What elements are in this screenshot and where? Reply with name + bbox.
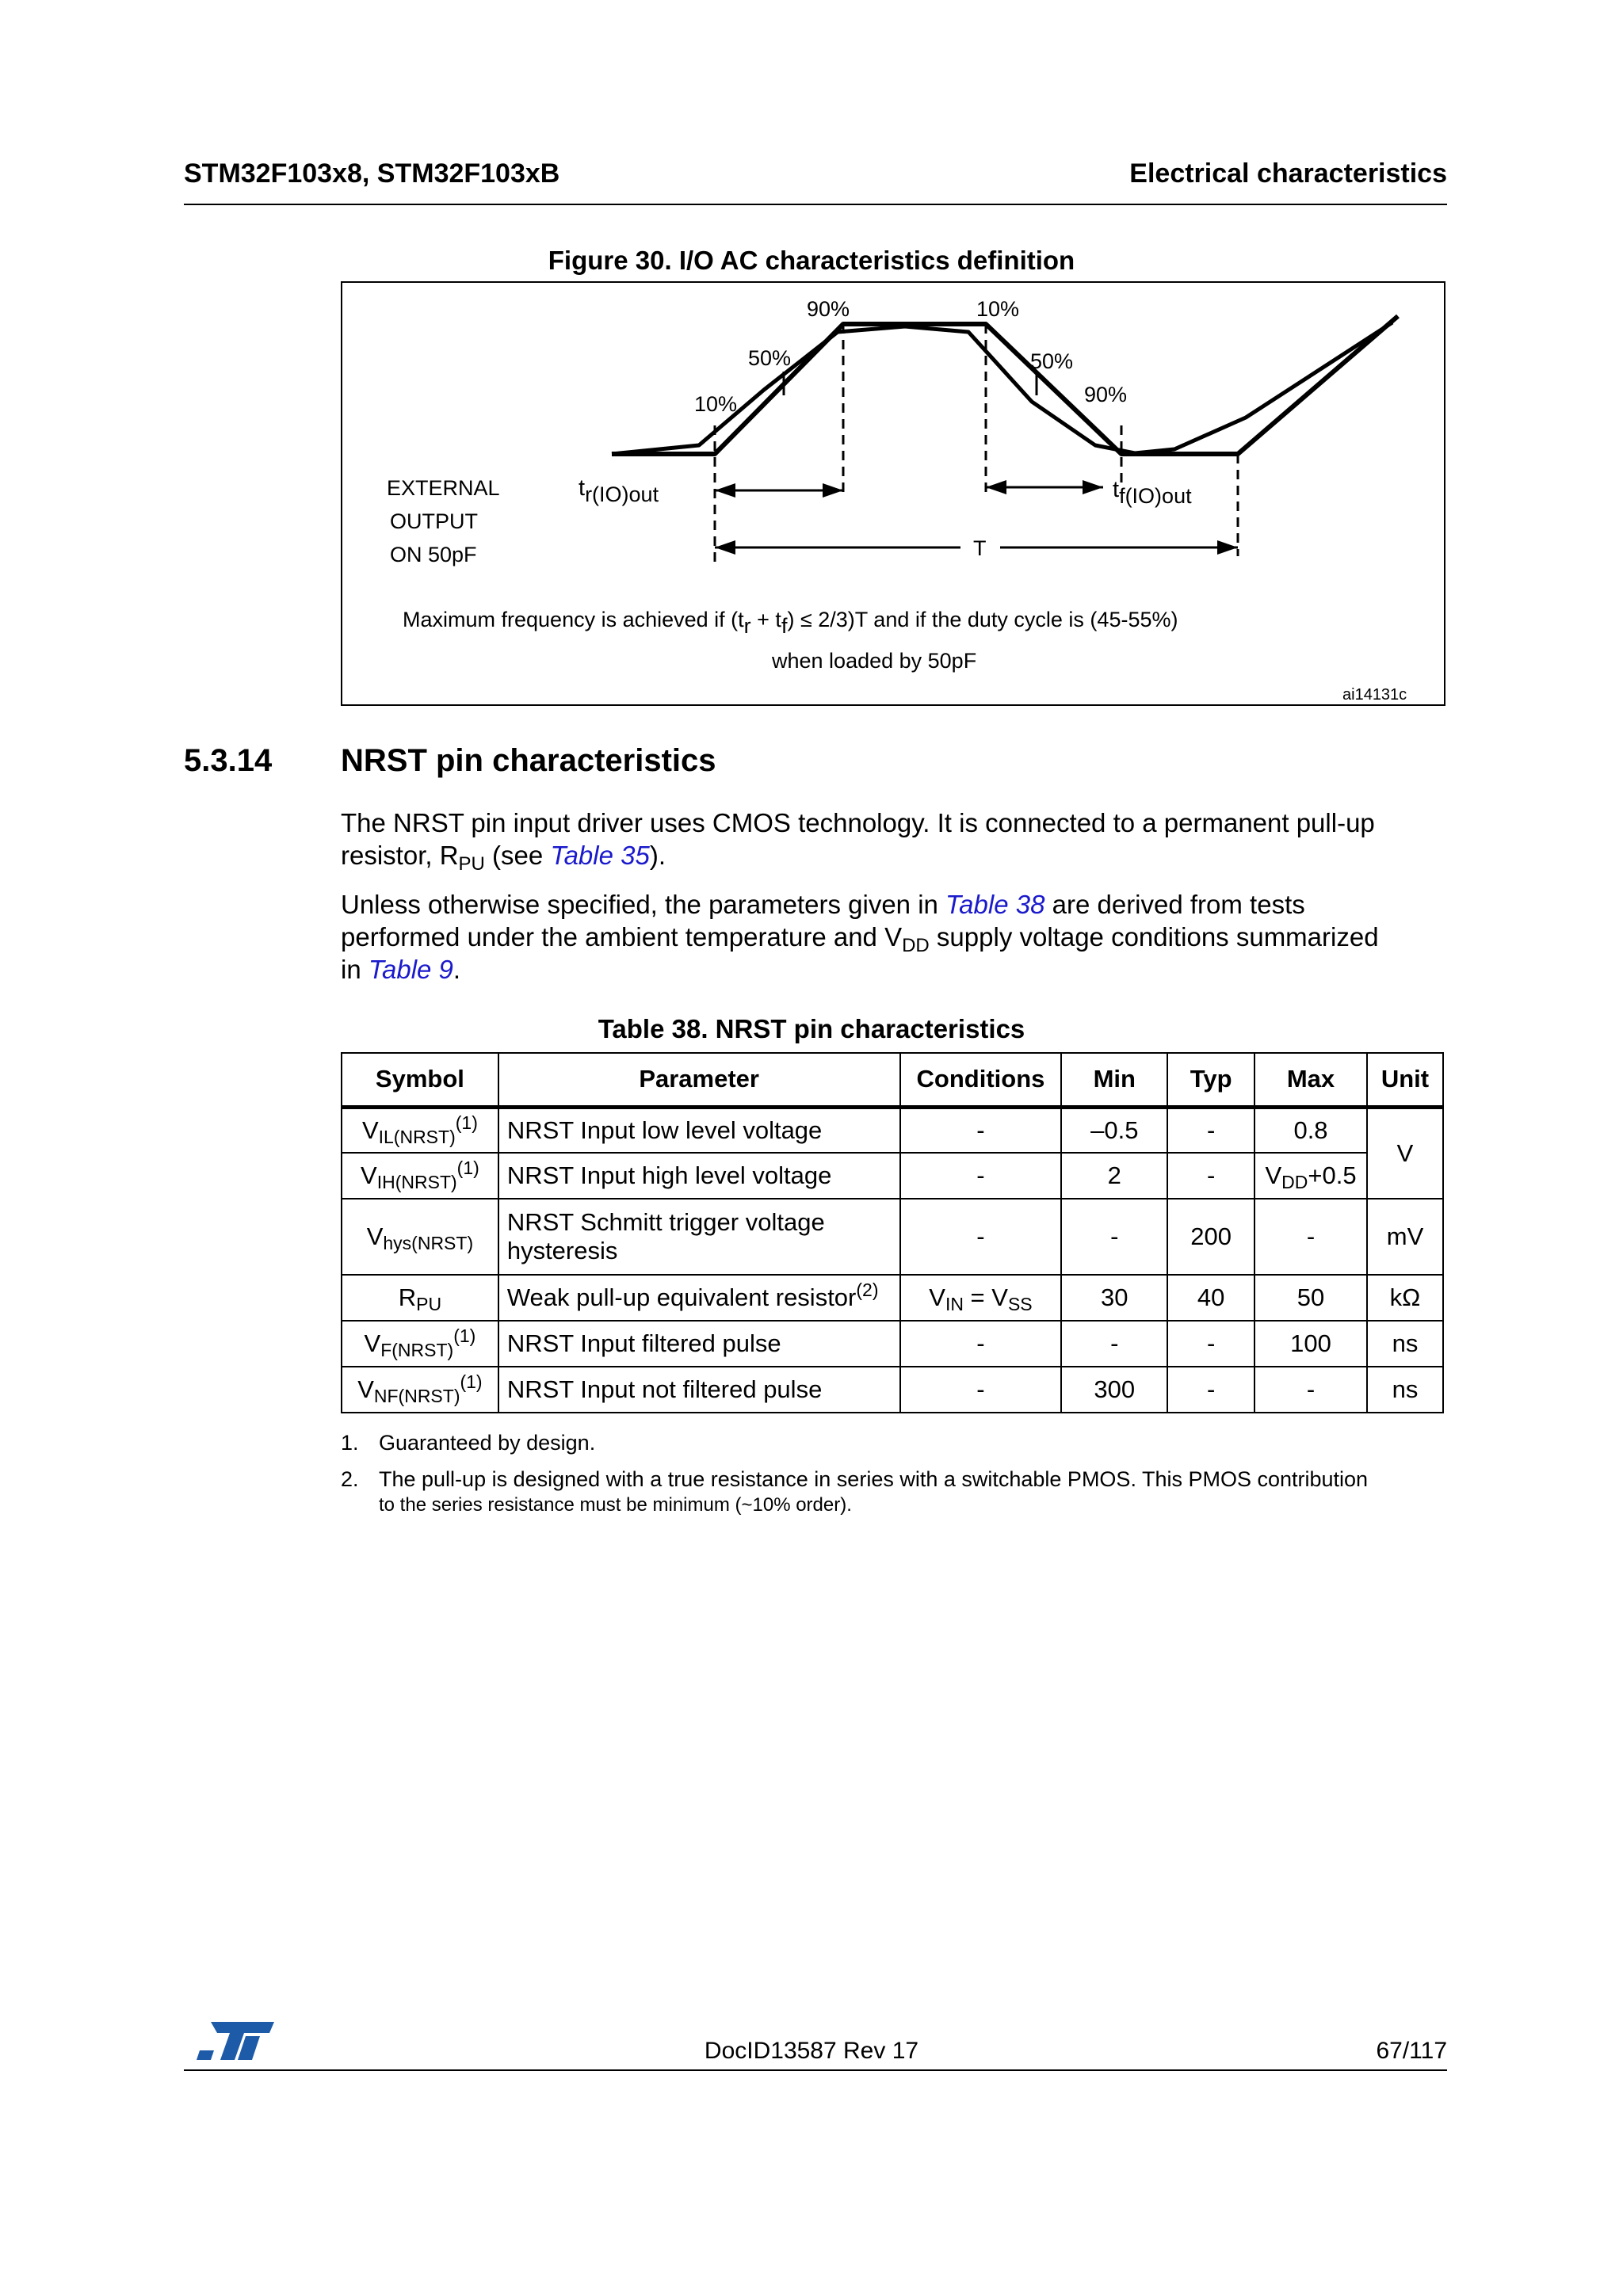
col-unit: Unit — [1367, 1053, 1443, 1107]
footnote-2: 2. The pull-up is designed with a true resistance in series with a switchable PMOS. This PMOS contribution — [341, 1467, 1369, 1491]
cell-conditions: - — [900, 1321, 1062, 1367]
table-row — [342, 1153, 1443, 1199]
cell-typ: - — [1167, 1367, 1254, 1413]
figure-title: Figure 30. I/O AC characteristics definition — [548, 246, 1075, 275]
figure-box — [341, 281, 1445, 706]
cell-unit: ns — [1367, 1321, 1443, 1367]
col-parameter: Parameter — [498, 1053, 900, 1107]
cell-symbol: $V_{hys(NRST)}$ — [342, 1199, 498, 1275]
label-50-left: 50% — [748, 346, 792, 370]
cell-parameter: Weak pull-up equivalent resistor$^{(2)}$ — [498, 1275, 900, 1321]
link-table-9[interactable]: Table 9 — [368, 955, 453, 984]
table-row — [342, 1321, 1443, 1367]
footnote-2-cont: to the series resistance must be minimum (~10% order). — [379, 1494, 852, 1516]
label-tr: tr(IO)out — [579, 475, 659, 506]
col-conditions: Conditions — [900, 1053, 1062, 1107]
link-table-35[interactable]: Table 35 — [550, 841, 650, 870]
col-max: Max — [1254, 1053, 1367, 1107]
cell-conditions: $V_{IN} = V_{SS}$ — [900, 1275, 1062, 1321]
cell-parameter: NRST Input filtered pulse — [498, 1321, 900, 1367]
cell-conditions: - — [900, 1153, 1062, 1199]
cell-parameter: NRST Input low level voltage — [498, 1107, 900, 1153]
nrst-table — [341, 1052, 1444, 1413]
label-50-right: 50% — [1030, 349, 1074, 373]
cell-typ: 40 — [1167, 1275, 1254, 1321]
paragraph-1: The NRST pin input driver uses CMOS technology. It is connected to a permanent pull-up resistor, $R_{PU}$ (see Table 35). — [341, 808, 1375, 875]
cell-typ: - — [1167, 1107, 1254, 1153]
cell-symbol: $R_{PU}$ — [342, 1275, 498, 1321]
table-title: Table 38. NRST pin characteristics — [598, 1014, 1025, 1043]
cell-min: 30 — [1061, 1275, 1167, 1321]
cell-max: 50 — [1254, 1275, 1367, 1321]
cell-unit: kΩ — [1367, 1275, 1443, 1321]
cell-min: - — [1061, 1199, 1167, 1275]
cell-conditions: - — [900, 1199, 1062, 1275]
header-rule — [184, 204, 1447, 205]
cell-min: 300 — [1061, 1367, 1167, 1413]
cell-max: 100 — [1254, 1321, 1367, 1367]
link-table-38[interactable]: Table 38 — [945, 890, 1045, 919]
label-external: EXTERNAL — [387, 476, 500, 500]
cell-max: $V_{DD}+0.5$ — [1254, 1153, 1367, 1199]
caption-line-2: when loaded by 50pF — [772, 649, 977, 673]
ideal-waveform — [612, 316, 1398, 454]
section-number: 5.3.14 — [184, 743, 273, 778]
table-row — [342, 1199, 1443, 1275]
cell-conditions: - — [900, 1107, 1062, 1153]
cell-unit: ns — [1367, 1367, 1443, 1413]
cell-unit: V — [1367, 1107, 1443, 1199]
io-ac-waveform — [342, 283, 1444, 704]
footer-rule — [184, 2069, 1447, 2071]
cell-unit: mV — [1367, 1199, 1443, 1275]
cell-min: 2 — [1061, 1153, 1167, 1199]
label-90-left: 90% — [807, 297, 850, 321]
cell-min: - — [1061, 1321, 1167, 1367]
col-min: Min — [1061, 1053, 1167, 1107]
label-10-left: 10% — [694, 392, 738, 416]
footnote-1: 1. Guaranteed by design. — [341, 1431, 596, 1455]
table-row — [342, 1107, 1443, 1153]
cell-typ: 200 — [1167, 1199, 1254, 1275]
cell-max: 0.8 — [1254, 1107, 1367, 1153]
footer-doc-id: DocID13587 Rev 17 — [704, 2038, 919, 2064]
cell-typ: - — [1167, 1321, 1254, 1367]
figure-ref: ai14131c — [1342, 686, 1407, 704]
col-symbol: Symbol — [342, 1053, 498, 1107]
cell-symbol: $V_{NF(NRST)}^{(1)}$ — [342, 1367, 498, 1413]
cell-parameter: NRST Input high level voltage — [498, 1153, 900, 1199]
label-on-50pf: ON 50pF — [390, 543, 477, 566]
col-typ: Typ — [1167, 1053, 1254, 1107]
cell-min: –0.5 — [1061, 1107, 1167, 1153]
label-period: T — [973, 536, 987, 560]
header-product: STM32F103x8, STM32F103xB — [184, 158, 560, 189]
table-row — [342, 1275, 1443, 1321]
table-header-row — [342, 1053, 1443, 1107]
cell-symbol: $V_{IL(NRST)}^{(1)}$ — [342, 1107, 498, 1153]
cell-symbol: $V_{IH(NRST)}^{(1)}$ — [342, 1153, 498, 1199]
cell-typ: - — [1167, 1153, 1254, 1199]
cell-parameter: NRST Input not filtered pulse — [498, 1367, 900, 1413]
cell-max: - — [1254, 1199, 1367, 1275]
cell-symbol: $V_{F(NRST)}^{(1)}$ — [342, 1321, 498, 1367]
label-10-right: 10% — [976, 297, 1020, 321]
header-section: Electrical characteristics — [1129, 158, 1447, 189]
label-output: OUTPUT — [390, 509, 478, 533]
table-row — [342, 1367, 1443, 1413]
section-title: NRST pin characteristics — [341, 743, 716, 778]
cell-conditions: - — [900, 1367, 1062, 1413]
label-tf: tf(IO)out — [1113, 477, 1192, 508]
label-90-right: 90% — [1084, 383, 1128, 406]
paragraph-2: Unless otherwise specified, the parameters given in Table 38 are derived from tests performed under the ambient temperature and $V_{DD}$ supply voltage conditions summarized in Table 9. — [341, 890, 1379, 984]
cell-parameter: NRST Schmitt trigger voltage hysteresis — [498, 1199, 900, 1275]
caption-line-1: Maximum frequency is achieved if (tr + tf) ≤ 2/3)T and if the duty cycle is (45-55%) — [403, 608, 1178, 638]
footer-page-number: 67/117 — [1376, 2038, 1447, 2064]
cell-max: - — [1254, 1367, 1367, 1413]
